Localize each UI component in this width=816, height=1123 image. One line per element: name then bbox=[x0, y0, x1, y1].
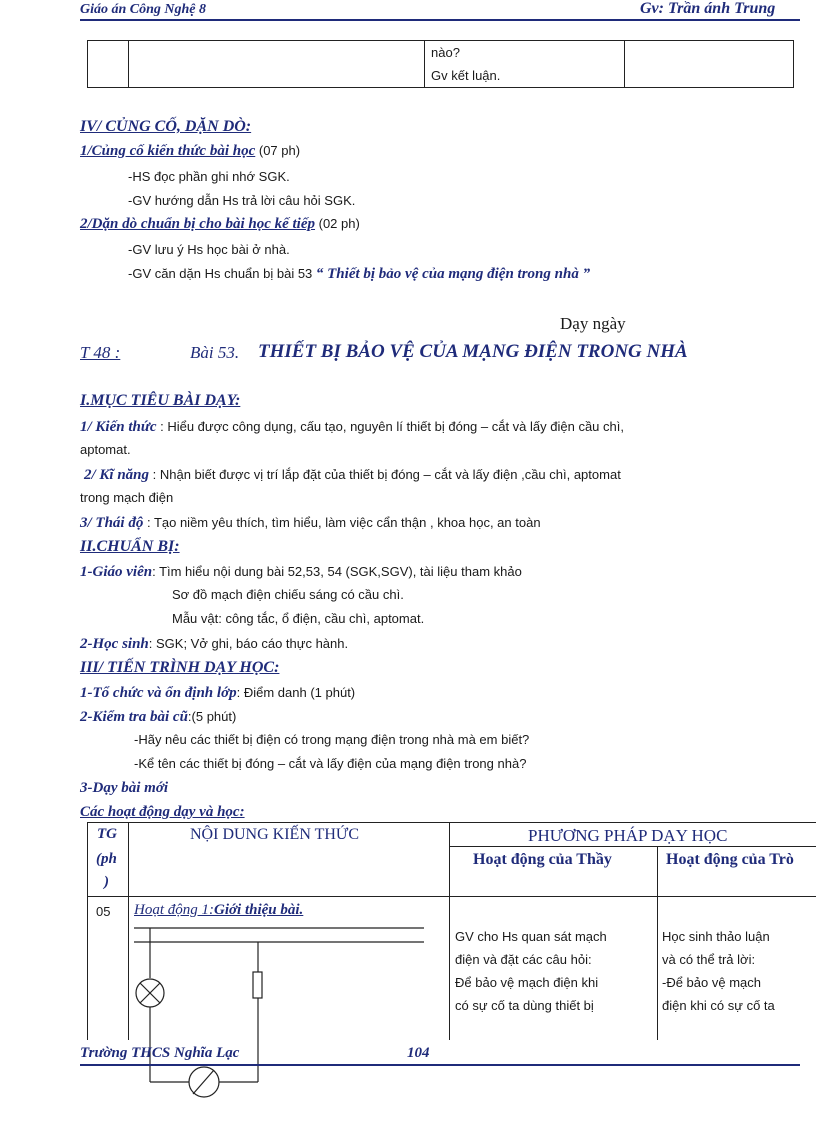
lesson-number: Bài 53. bbox=[190, 343, 240, 362]
fuse-symbol bbox=[253, 972, 262, 998]
attitude-label: 3/ Thái độ bbox=[80, 515, 144, 531]
knowledge-label: 1/ Kiến thức bbox=[80, 419, 157, 435]
row1-student-line: Học sinh thảo luận bbox=[662, 929, 770, 944]
objectives-title: I.MỤC TIÊU BÀI DẠY: bbox=[80, 392, 241, 409]
sub2-item-text: -GV căn dặn Hs chuẩn bị bài 53 bbox=[128, 266, 316, 281]
check-text: :(5 phút) bbox=[187, 709, 237, 724]
check-question: -Kể tên các thiết bị đóng – cắt và lấy điện của mạng điện trong nhà? bbox=[134, 756, 527, 771]
col-content: NỘI DUNG KIẾN THỨC bbox=[190, 826, 359, 843]
header-right: Gv: Trần ánh Trung bbox=[640, 0, 776, 17]
teacher-item: Sơ đồ mạch điện chiếu sáng có cầu chì. bbox=[172, 587, 404, 602]
check-question: -Hãy nêu các thiết bị điện có trong mạng điện trong nhà mà em biết? bbox=[134, 732, 530, 747]
next-lesson-title: “ Thiết bị bảo vệ của mạng điện trong nhà ” bbox=[315, 266, 591, 282]
sub1-item: -GV hướng dẫn Hs trả lời câu hỏi SGK. bbox=[128, 193, 356, 208]
top-table-line1: nào? bbox=[431, 45, 460, 60]
top-table-line2: Gv kết luận. bbox=[431, 68, 501, 83]
skills-text-cont: trong mạch điện bbox=[80, 490, 174, 505]
sub2-time: (02 ph) bbox=[315, 216, 360, 231]
header-left: Giáo án Công Nghệ 8 bbox=[80, 2, 207, 17]
student-text: : SGK; Vở ghi, báo cáo thực hành. bbox=[148, 636, 349, 651]
sub1-item: -HS đọc phần ghi nhớ SGK. bbox=[128, 169, 290, 184]
sub2-title: 2/Dặn dò chuẩn bị cho bài học kế tiếp bbox=[80, 216, 316, 232]
process-title: III/ TIẾN TRÌNH DẠY HỌC: bbox=[80, 659, 280, 676]
row1-teacher-line: điện và đặt các câu hỏi: bbox=[455, 952, 592, 967]
check-label: 2-Kiểm tra bài cũ bbox=[80, 709, 188, 725]
col-student: Hoạt động của Trò bbox=[666, 851, 794, 868]
preparation-title: II.CHUẨN BỊ: bbox=[80, 538, 180, 555]
row1-student-line: -Để bảo vệ mạch bbox=[662, 975, 761, 990]
row1-student-line: điện khi có sự cố ta bbox=[662, 998, 775, 1013]
teacher-label: 1-Giáo viên bbox=[80, 564, 153, 580]
org-text: : Điểm danh (1 phút) bbox=[236, 685, 356, 700]
col-method: PHƯƠNG PHÁP DẠY HỌC bbox=[528, 826, 728, 845]
teacher-text: : Tìm hiểu nội dung bài 52,53, 54 (SGK,SGV), tài liệu tham khảo bbox=[152, 564, 522, 579]
col-tg: (ph bbox=[96, 851, 117, 867]
footer-page: 104 bbox=[407, 1045, 430, 1061]
skills-label: 2/ Kĩ năng bbox=[84, 467, 150, 483]
activity-label: Hoạt động 1: bbox=[134, 902, 214, 918]
sub2-item: -GV lưu ý Hs học bài ở nhà. bbox=[128, 242, 290, 257]
attitude-text: : Tạo niềm yêu thích, tìm hiểu, làm việc cẩn thận , khoa học, an toàn bbox=[143, 515, 541, 530]
footer-rule bbox=[80, 1064, 800, 1066]
col-teacher: Hoạt động của Thầy bbox=[473, 851, 612, 868]
org-label: 1-Tổ chức và ổn định lớp bbox=[80, 685, 237, 701]
row1-tg: 05 bbox=[96, 904, 111, 919]
lesson-period: T 48 : bbox=[80, 343, 121, 362]
section4-title: IV/ CỦNG CỐ, DẶN DÒ: bbox=[80, 118, 252, 135]
student-label: 2-Học sinh bbox=[80, 636, 149, 652]
col-tg: TG bbox=[97, 826, 117, 842]
row1-teacher-line: có sự cố ta dùng thiết bị bbox=[455, 998, 594, 1013]
activity-title: Giới thiệu bài. bbox=[214, 902, 304, 918]
new-lesson-label: 3-Dạy bài mới bbox=[80, 780, 169, 796]
sub1-title: 1/Củng cố kiến thức bài học bbox=[80, 143, 256, 159]
activities-label: Các hoạt động dạy và học: bbox=[80, 804, 245, 820]
knowledge-text-cont: aptomat. bbox=[80, 442, 131, 457]
sub1-time: (07 ph) bbox=[255, 143, 301, 158]
knowledge-text: : Hiểu được công dụng, cấu tạo, nguyên lí thiết bị đóng – cắt và lấy điện cầu chì, bbox=[156, 419, 624, 434]
row1-teacher-line: Để bảo vệ mạch điện khi bbox=[455, 975, 599, 990]
row1-student-line: và có thể trả lời: bbox=[662, 952, 756, 967]
lesson-title: THIẾT BỊ BẢO VỆ CỦA MẠNG ĐIỆN TRONG NHÀ bbox=[258, 341, 688, 362]
teacher-item: Mẫu vật: công tắc, ổ điện, cầu chì, aptomat. bbox=[172, 611, 425, 626]
row1-teacher-line: GV cho Hs quan sát mạch bbox=[455, 929, 607, 944]
date-label: Dạy ngày bbox=[560, 314, 626, 333]
col-tg: ) bbox=[104, 874, 109, 890]
skills-text: : Nhận biết được vị trí lắp đặt của thiết bị đóng – cắt và lấy điện ,cầu chì, aptomat bbox=[149, 467, 621, 482]
footer-school: Trường THCS Nghĩa Lạc bbox=[80, 1045, 240, 1061]
